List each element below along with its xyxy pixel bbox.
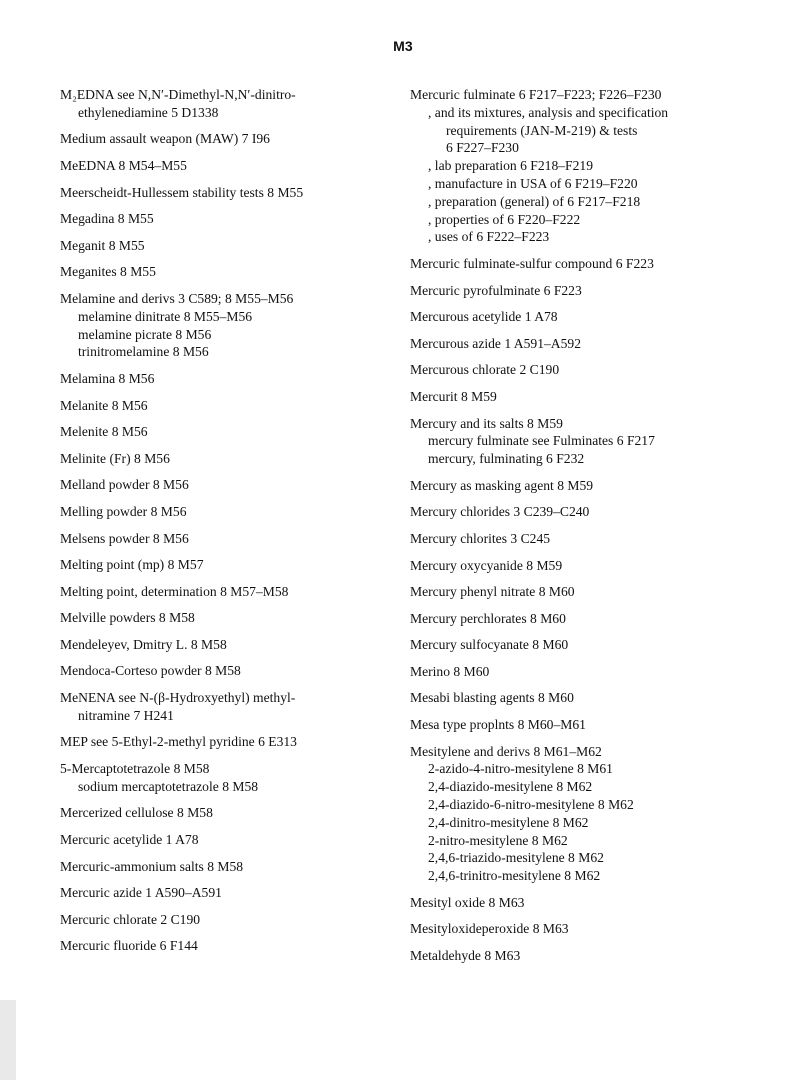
entry-heading: MeNENA see N-(β-Hydroxyethyl) methyl- [60,690,296,706]
index-entry [60,804,395,822]
entry-heading: Meerscheidt-Hullessem stability tests 8 M55 [60,184,304,200]
index-entry [410,388,780,406]
index-entry [60,130,395,148]
index-entry [60,86,395,122]
scan-edge-shadow [0,1000,16,1080]
entry-heading: Mercury oxycyanide 8 M59 [410,557,563,573]
entry-subentry: requirements (JAN-M-219) & tests [446,122,638,138]
index-entry [60,911,395,929]
index-entry [410,663,780,681]
entry-subentry: , and its mixtures, analysis and specification [428,104,669,120]
index-entry [410,255,780,273]
index-entry [60,210,395,228]
index-entry [60,157,395,175]
entry-heading: Melling powder 8 M56 [60,503,187,519]
index-entry [410,335,780,353]
index-entry [60,556,395,574]
entry-subentry: , preparation (general) of 6 F217–F218 [428,193,641,209]
index-entry [410,689,780,707]
index-entry [410,86,780,246]
index-column-right [410,86,780,974]
index-entry [60,397,395,415]
entry-heading: M₂EDNA see N,N′-Dimethyl-N,N′-dinitro- [60,87,296,102]
page-header: M3 [393,38,413,54]
entry-subentry: , uses of 6 F222–F223 [428,229,550,245]
index-entry [60,689,395,725]
entry-heading: Meganit 8 M55 [60,237,145,253]
entry-heading: Mesa type proplnts 8 M60–M61 [410,717,586,733]
index-entry [410,743,780,885]
entry-heading: Meganites 8 M55 [60,264,156,280]
index-entry [410,477,780,495]
index-entry [60,237,395,255]
index-entry [410,636,780,654]
index-entry [410,947,780,965]
index-entry [60,831,395,849]
index-column-left [60,86,395,964]
entry-subentry: 2-azido-4-nitro-mesitylene 8 M61 [428,761,613,777]
index-entry [410,361,780,379]
entry-heading: Mercury as masking agent 8 M59 [410,477,594,493]
entry-heading: MeEDNA 8 M54–M55 [60,157,187,173]
index-entry [410,610,780,628]
entry-heading: Mendoca-Corteso powder 8 M58 [60,663,241,679]
index-entry [60,858,395,876]
entry-heading: Mercury chlorites 3 C245 [410,530,551,546]
index-entry [60,583,395,601]
index-entry [410,920,780,938]
entry-subentry: 2,4-diazido-mesitylene 8 M62 [428,779,593,795]
index-entry [410,557,780,575]
entry-heading: Melsens powder 8 M56 [60,530,189,546]
entry-heading: Mercury perchlorates 8 M60 [410,610,566,626]
entry-heading: Medium assault weapon (MAW) 7 I96 [60,131,270,147]
entry-heading: Mercuric fulminate-sulfur compound 6 F223 [410,255,654,271]
entry-subentry: sodium mercaptotetrazole 8 M58 [78,778,259,794]
entry-heading: Melamine and derivs 3 C589; 8 M55–M56 [60,290,294,306]
entry-subentry: melamine picrate 8 M56 [78,326,212,342]
index-entry [60,733,395,751]
entry-heading: Mesityl oxide 8 M63 [410,894,525,910]
entry-heading: Mesityloxideperoxide 8 M63 [410,921,569,937]
entry-heading: Mendeleyev, Dmitry L. 8 M58 [60,636,227,652]
entry-heading: Melinite (Fr) 8 M56 [60,450,170,466]
index-entry [410,583,780,601]
entry-subentry: nitramine 7 H241 [78,707,174,723]
entry-heading: Mercury phenyl nitrate 8 M60 [410,584,575,600]
entry-subentry: 2-nitro-mesitylene 8 M62 [428,832,568,848]
index-entry [410,530,780,548]
index-entry [60,184,395,202]
index-entry [60,636,395,654]
entry-subentry: ethylenediamine 5 D1338 [78,104,219,120]
entry-heading: MEP see 5-Ethyl-2-methyl pyridine 6 E313 [60,734,297,750]
index-entry [60,290,395,361]
entry-heading: Melanite 8 M56 [60,397,148,413]
entry-heading: Mercuric fulminate 6 F217–F223; F226–F230 [410,87,662,102]
entry-heading: Mercurous azide 1 A591–A592 [410,335,582,351]
entry-subentry: 2,4,6-triazido-mesitylene 8 M62 [428,850,604,866]
index-entry [60,662,395,680]
index-entry [410,503,780,521]
entry-subentry: , lab preparation 6 F218–F219 [428,158,593,174]
entry-heading: Mercurit 8 M59 [410,388,497,404]
entry-subentry: 6 F227–F230 [446,140,519,156]
index-entry [60,503,395,521]
entry-subentry: 2,4,6-trinitro-mesitylene 8 M62 [428,868,601,884]
entry-heading: Melland powder 8 M56 [60,477,189,493]
entry-heading: Melamina 8 M56 [60,370,155,386]
entry-subentry: mercury fulminate see Fulminates 6 F217 [428,433,655,449]
entry-heading: Mercuric acetylide 1 A78 [60,832,199,848]
entry-subentry: trinitromelamine 8 M56 [78,344,209,360]
index-entry [60,476,395,494]
index-entry [410,282,780,300]
index-entry [60,937,395,955]
entry-subentry: , manufacture in USA of 6 F219–F220 [428,175,638,191]
index-entry [60,530,395,548]
entry-heading: Melville powders 8 M58 [60,610,195,626]
index-entry [60,370,395,388]
entry-heading: 5-Mercaptotetrazole 8 M58 [60,761,210,777]
entry-heading: Mercury and its salts 8 M59 [410,415,563,431]
index-entry [60,450,395,468]
entry-heading: Metaldehyde 8 M63 [410,948,521,964]
entry-subentry: 2,4-dinitro-mesitylene 8 M62 [428,814,589,830]
entry-subentry: melamine dinitrate 8 M55–M56 [78,308,253,324]
entry-heading: Mercuric fluoride 6 F144 [60,938,198,954]
entry-heading: Megadina 8 M55 [60,211,154,227]
entry-heading: Merino 8 M60 [410,663,490,679]
index-entry [410,716,780,734]
entry-heading: Mesitylene and derivs 8 M61–M62 [410,743,602,759]
entry-heading: Melting point, determination 8 M57–M58 [60,583,289,599]
entry-heading: Mercurous acetylide 1 A78 [410,309,558,325]
entry-heading: Mercury chlorides 3 C239–C240 [410,504,590,520]
entry-heading: Mesabi blasting agents 8 M60 [410,690,574,706]
index-entry [410,308,780,326]
entry-subentry: mercury, fulminating 6 F232 [428,451,585,467]
index-entry [60,609,395,627]
entry-heading: Mercuric azide 1 A590–A591 [60,885,222,901]
index-entry [60,884,395,902]
index-entry [60,263,395,281]
entry-heading: Mercuric-ammonium salts 8 M58 [60,858,244,874]
entry-heading: Mercerized cellulose 8 M58 [60,805,213,821]
entry-heading: Mercurous chlorate 2 C190 [410,362,560,378]
entry-heading: Mercuric chlorate 2 C190 [60,911,201,927]
entry-heading: Mercury sulfocyanate 8 M60 [410,637,569,653]
entry-heading: Melting point (mp) 8 M57 [60,557,204,573]
index-entry [60,760,395,796]
index-entry [410,415,780,468]
entry-heading: Melenite 8 M56 [60,424,148,440]
entry-heading: Mercuric pyrofulminate 6 F223 [410,282,582,298]
entry-subentry: 2,4-diazido-6-nitro-mesitylene 8 M62 [428,797,634,813]
index-entry [410,894,780,912]
index-entry [60,423,395,441]
entry-subentry: , properties of 6 F220–F222 [428,211,581,227]
